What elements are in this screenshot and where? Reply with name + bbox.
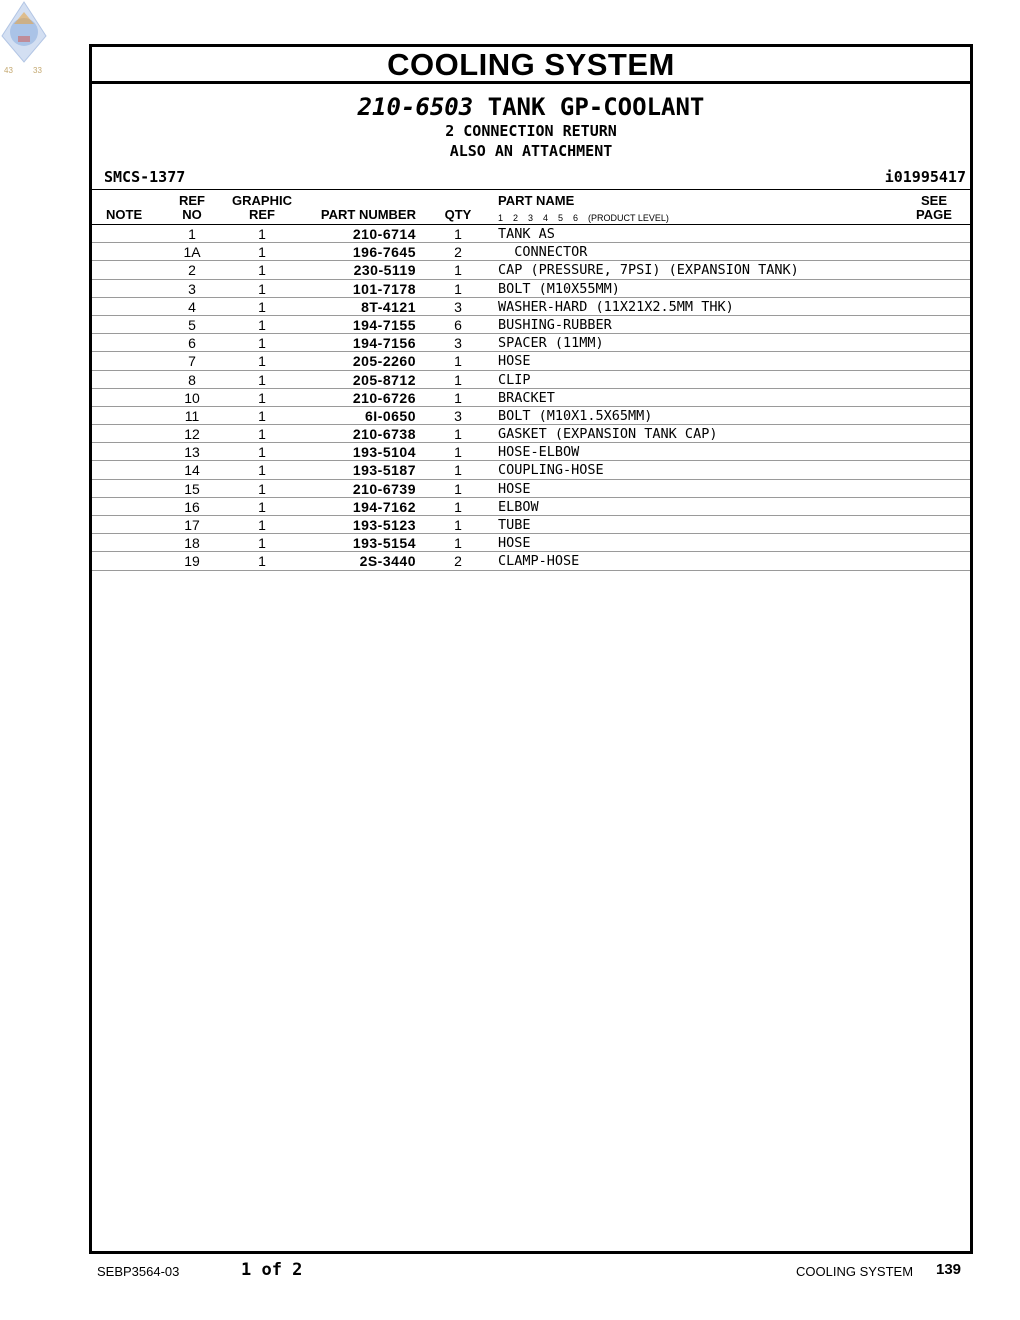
table-row <box>92 280 970 298</box>
col-graphic-bottom: REF <box>249 207 275 222</box>
part-name-cell: GASKET (EXPANSION TANK CAP) <box>498 426 718 443</box>
part-name-cell: HOSE-ELBOW <box>498 444 580 461</box>
qty-cell: 1 <box>454 498 462 515</box>
group-header <box>92 84 970 190</box>
logo-left-number: 43 <box>4 66 13 75</box>
ref-no-cell: 12 <box>184 426 200 443</box>
qty-cell: 1 <box>454 371 462 388</box>
qty-cell: 2 <box>454 553 462 570</box>
graphic-ref-cell: 1 <box>258 226 266 242</box>
graphic-ref-cell: 1 <box>258 353 266 370</box>
part-name-cell: CLAMP-HOSE <box>498 553 580 570</box>
table-row <box>92 298 970 316</box>
logo-right-number: 33 <box>33 66 42 75</box>
part-number-cell: 193-5123 <box>352 517 416 533</box>
table-row <box>92 243 970 261</box>
graphic-ref-cell: 1 <box>258 462 266 479</box>
qty-cell: 1 <box>454 353 462 370</box>
qty-cell: 3 <box>454 335 462 352</box>
group-title <box>92 93 970 121</box>
part-number-cell: 210-6726 <box>352 389 416 406</box>
ref-no-cell: 5 <box>188 316 196 333</box>
table-row <box>92 480 970 498</box>
parts-table-body <box>92 225 970 571</box>
ref-no-cell: 10 <box>184 389 200 406</box>
qty-cell: 1 <box>454 262 462 279</box>
qty-cell: 1 <box>454 462 462 479</box>
part-number-cell: 205-2260 <box>352 353 416 370</box>
illustration-id: i01995417 <box>884 168 966 186</box>
qty-cell: 1 <box>454 426 462 443</box>
col-part-number: PART NUMBER <box>320 207 416 222</box>
part-number-cell: 193-5154 <box>352 535 416 552</box>
table-row <box>92 516 970 534</box>
qty-cell: 6 <box>454 316 462 333</box>
part-name-cell: HOSE <box>498 480 531 497</box>
table-row <box>92 334 970 352</box>
part-number-cell: 194-7155 <box>352 316 416 333</box>
qty-cell: 1 <box>454 480 462 497</box>
part-name-cell: BOLT (M10X1.5X65MM) <box>498 407 653 424</box>
part-number-cell: 6I-0650 <box>365 407 416 424</box>
ref-no-cell: 16 <box>184 498 200 515</box>
table-row <box>92 371 970 389</box>
part-name-cell: WASHER-HARD (11X21X2.5MM THK) <box>498 298 734 315</box>
part-name-cell: CONNECTOR <box>498 244 588 261</box>
part-name-cell: CLIP <box>498 371 531 388</box>
graphic-ref-cell: 1 <box>258 553 266 570</box>
table-row <box>92 534 970 552</box>
part-name-cell: BRACKET <box>498 389 555 406</box>
qty-cell: 3 <box>454 407 462 424</box>
group-part-number: 210-6503 <box>357 93 474 121</box>
part-number-cell: 210-6738 <box>352 426 416 443</box>
qty-cell: 2 <box>454 244 462 261</box>
ref-no-cell: 4 <box>188 298 196 315</box>
part-number-cell: 230-5119 <box>353 262 416 279</box>
ref-no-cell: 15 <box>184 480 200 497</box>
part-name-cell: CAP (PRESSURE, 7PSI) (EXPANSION TANK) <box>498 262 799 279</box>
page-footer <box>0 1260 1020 1284</box>
graphic-ref-cell: 1 <box>258 262 266 279</box>
graphic-ref-cell: 1 <box>258 480 266 497</box>
ref-no-cell: 18 <box>184 535 200 552</box>
ref-no-cell: 11 <box>184 407 200 424</box>
footer-doc-number: SEBP3564-03 <box>97 1264 180 1279</box>
ref-no-cell: 7 <box>188 353 196 370</box>
graphic-ref-cell: 1 <box>258 280 266 297</box>
table-row <box>92 425 970 443</box>
graphic-ref-cell: 1 <box>258 407 266 424</box>
ref-no-cell: 13 <box>184 444 200 461</box>
qty-cell: 1 <box>454 280 462 297</box>
part-number-cell: 193-5187 <box>352 462 416 479</box>
group-subtitle-2: ALSO AN ATTACHMENT <box>449 142 613 160</box>
footer-page-of: 1 of 2 <box>241 1260 303 1280</box>
ref-no-cell: 8 <box>188 371 196 388</box>
section-title: COOLING SYSTEM <box>92 47 970 84</box>
graphic-ref-cell: 1 <box>258 389 266 406</box>
part-name-cell: HOSE <box>498 353 531 370</box>
table-row <box>92 498 970 516</box>
footer-page-number: 139 <box>936 1261 962 1278</box>
ref-no-cell: 17 <box>184 517 200 533</box>
graphic-ref-cell: 1 <box>258 335 266 352</box>
table-header <box>92 190 970 225</box>
table-row <box>92 407 970 425</box>
table-row <box>92 225 970 243</box>
qty-cell: 3 <box>454 298 462 315</box>
table-row <box>92 552 970 570</box>
part-name-cell: BUSHING-RUBBER <box>498 316 612 333</box>
col-see-bottom: PAGE <box>916 207 952 222</box>
graphic-ref-cell: 1 <box>258 498 266 515</box>
part-name-cell: SPACER (11MM) <box>498 335 604 352</box>
part-name-cell: HOSE <box>498 535 531 552</box>
table-row <box>92 461 970 479</box>
smcs-code: SMCS-1377 <box>104 168 186 186</box>
part-name-cell: TUBE <box>498 517 531 533</box>
col-qty: QTY <box>444 207 472 222</box>
graphic-ref-cell: 1 <box>258 535 266 552</box>
qty-cell: 1 <box>454 535 462 552</box>
part-number-cell: 194-7156 <box>352 335 416 352</box>
part-number-cell: 101-7178 <box>352 280 416 297</box>
graphic-ref-cell: 1 <box>258 244 266 261</box>
table-row <box>92 389 970 407</box>
col-note: NOTE <box>106 207 143 222</box>
part-number-cell: 2S-3440 <box>359 553 416 570</box>
col-product-levels: 1 2 3 4 5 6 (PRODUCT LEVEL) <box>498 213 669 223</box>
ref-no-cell: 6 <box>188 335 196 352</box>
col-see-top: SEE <box>920 193 947 208</box>
part-name-cell: ELBOW <box>498 498 539 515</box>
table-row <box>92 316 970 334</box>
col-ref-bottom: NO <box>182 207 202 222</box>
qty-cell: 1 <box>454 444 462 461</box>
table-row <box>92 443 970 461</box>
qty-cell: 1 <box>454 517 462 533</box>
ref-no-cell: 14 <box>184 462 200 479</box>
graphic-ref-cell: 1 <box>258 316 266 333</box>
part-number-cell: 210-6714 <box>352 226 416 242</box>
part-number-cell: 210-6739 <box>352 480 416 497</box>
ref-no-cell: 3 <box>188 280 196 297</box>
ref-no-cell: 1A <box>183 244 201 261</box>
graphic-ref-cell: 1 <box>258 371 266 388</box>
table-row <box>92 261 970 279</box>
graphic-ref-cell: 1 <box>258 426 266 443</box>
group-subtitle-1: 2 CONNECTION RETURN <box>445 122 617 140</box>
graphic-ref-cell: 1 <box>258 517 266 533</box>
part-name-cell: TANK AS <box>498 226 555 242</box>
part-number-cell: 196-7645 <box>352 244 416 261</box>
part-number-cell: 8T-4121 <box>361 298 416 315</box>
ref-no-cell: 19 <box>184 553 200 570</box>
ref-no-cell: 1 <box>188 226 196 242</box>
publisher-logo <box>0 0 48 78</box>
part-number-cell: 205-8712 <box>352 371 416 388</box>
part-name-cell: BOLT (M10X55MM) <box>498 280 620 297</box>
qty-cell: 1 <box>454 226 462 242</box>
footer-section: COOLING SYSTEM <box>796 1264 914 1279</box>
part-number-cell: 193-5104 <box>352 444 416 461</box>
group-part-name: TANK GP-COOLANT <box>487 93 705 121</box>
col-ref-top: REF <box>179 193 205 208</box>
page-frame <box>89 44 973 1254</box>
ref-no-cell: 2 <box>188 262 196 279</box>
graphic-ref-cell: 1 <box>258 444 266 461</box>
part-name-cell: COUPLING-HOSE <box>498 462 604 479</box>
col-part-name: PART NAME <box>498 193 575 208</box>
qty-cell: 1 <box>454 389 462 406</box>
part-number-cell: 194-7162 <box>352 498 416 515</box>
graphic-ref-cell: 1 <box>258 298 266 315</box>
col-graphic-top: GRAPHIC <box>232 193 292 208</box>
table-row <box>92 352 970 370</box>
